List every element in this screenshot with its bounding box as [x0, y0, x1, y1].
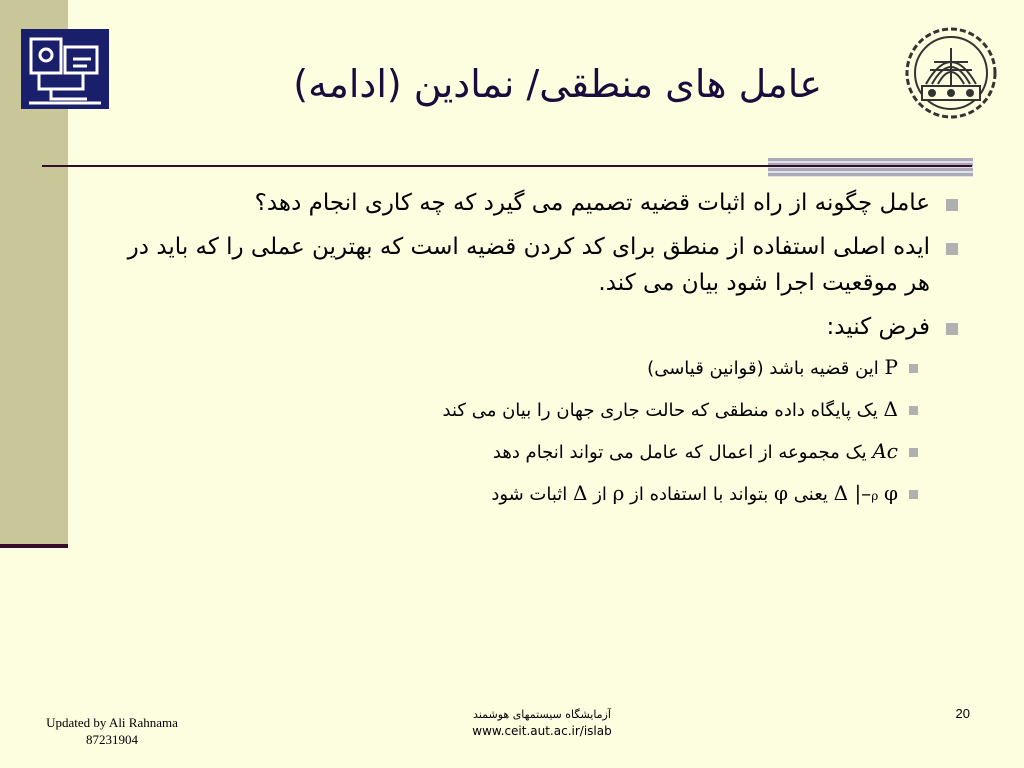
lab-url: www.ceit.aut.ac.ir/islab [472, 724, 612, 738]
sub-bullet-text: اثبات شود [491, 484, 568, 505]
sub-bullet-item [100, 437, 970, 467]
symbol-delta: Δ [883, 397, 898, 421]
bullet-item [100, 229, 970, 301]
sub-bullet-item [100, 395, 970, 425]
computer-logo-icon [21, 29, 109, 109]
university-seal-icon [904, 26, 998, 120]
bullet-text: فرض کنید: [826, 314, 930, 340]
bullet-item [100, 309, 970, 345]
symbol-phi: φ [774, 481, 789, 505]
symbol-rho-sub: ρ [871, 489, 879, 503]
symbol-ac: Ac [872, 439, 898, 463]
slide-content [100, 185, 970, 522]
symbol-p: P [884, 355, 898, 379]
square-bullet-icon [909, 490, 918, 499]
title-accent-bar [768, 158, 973, 177]
word-az: از [593, 484, 607, 505]
symbol-phi: φ [883, 481, 898, 505]
symbol-delta: Δ |– [833, 481, 872, 505]
square-bullet-icon [946, 199, 958, 211]
square-bullet-icon [909, 448, 918, 457]
sub-bullet-item [100, 353, 970, 383]
author-name: Updated by Ali Rahnama [46, 715, 178, 730]
slide-title: عامل های منطقی/ نمادین (ادامه) [293, 62, 822, 106]
sub-bullet-text: بتواند با استفاده از [630, 484, 769, 505]
author-id: 87231904 [86, 732, 138, 747]
sidebar-bottom-line [0, 544, 68, 548]
sub-bullet-text: یک پایگاه داده منطقی که حالت جاری جهان را بیان می کند [442, 400, 878, 421]
page-number: 20 [955, 706, 970, 721]
title-underline [42, 165, 972, 167]
symbol-delta: Δ [573, 481, 588, 505]
square-bullet-icon [946, 323, 958, 335]
sub-bullet-text: یک مجموعه از اعمال که عامل می تواند انجام دهد [492, 442, 867, 463]
footer-lab [440, 707, 644, 739]
symbol-rho: ρ [612, 481, 625, 505]
sub-bullet-text: این قضیه باشد (قوانین قیاسی) [647, 358, 879, 379]
sub-bullet-item [100, 479, 970, 510]
word-yani: یعنی [793, 484, 828, 505]
bullet-item [100, 185, 970, 221]
square-bullet-icon [909, 364, 918, 373]
bullet-text: عامل چگونه از راه اثبات قضیه تصمیم می گیرد که چه کاری انجام دهد؟ [254, 190, 930, 216]
formula [833, 481, 898, 505]
lab-name: آزمایشگاه سیستمهای هوشمند [473, 708, 611, 721]
footer-author [18, 714, 206, 748]
square-bullet-icon [909, 406, 918, 415]
bullet-text: ایده اصلی استفاده از منطق برای کد کردن قضیه است که بهترین عملی را که باید در هر موقعیت اجرا شود بیان می کند. [127, 234, 930, 296]
square-bullet-icon [946, 243, 958, 255]
